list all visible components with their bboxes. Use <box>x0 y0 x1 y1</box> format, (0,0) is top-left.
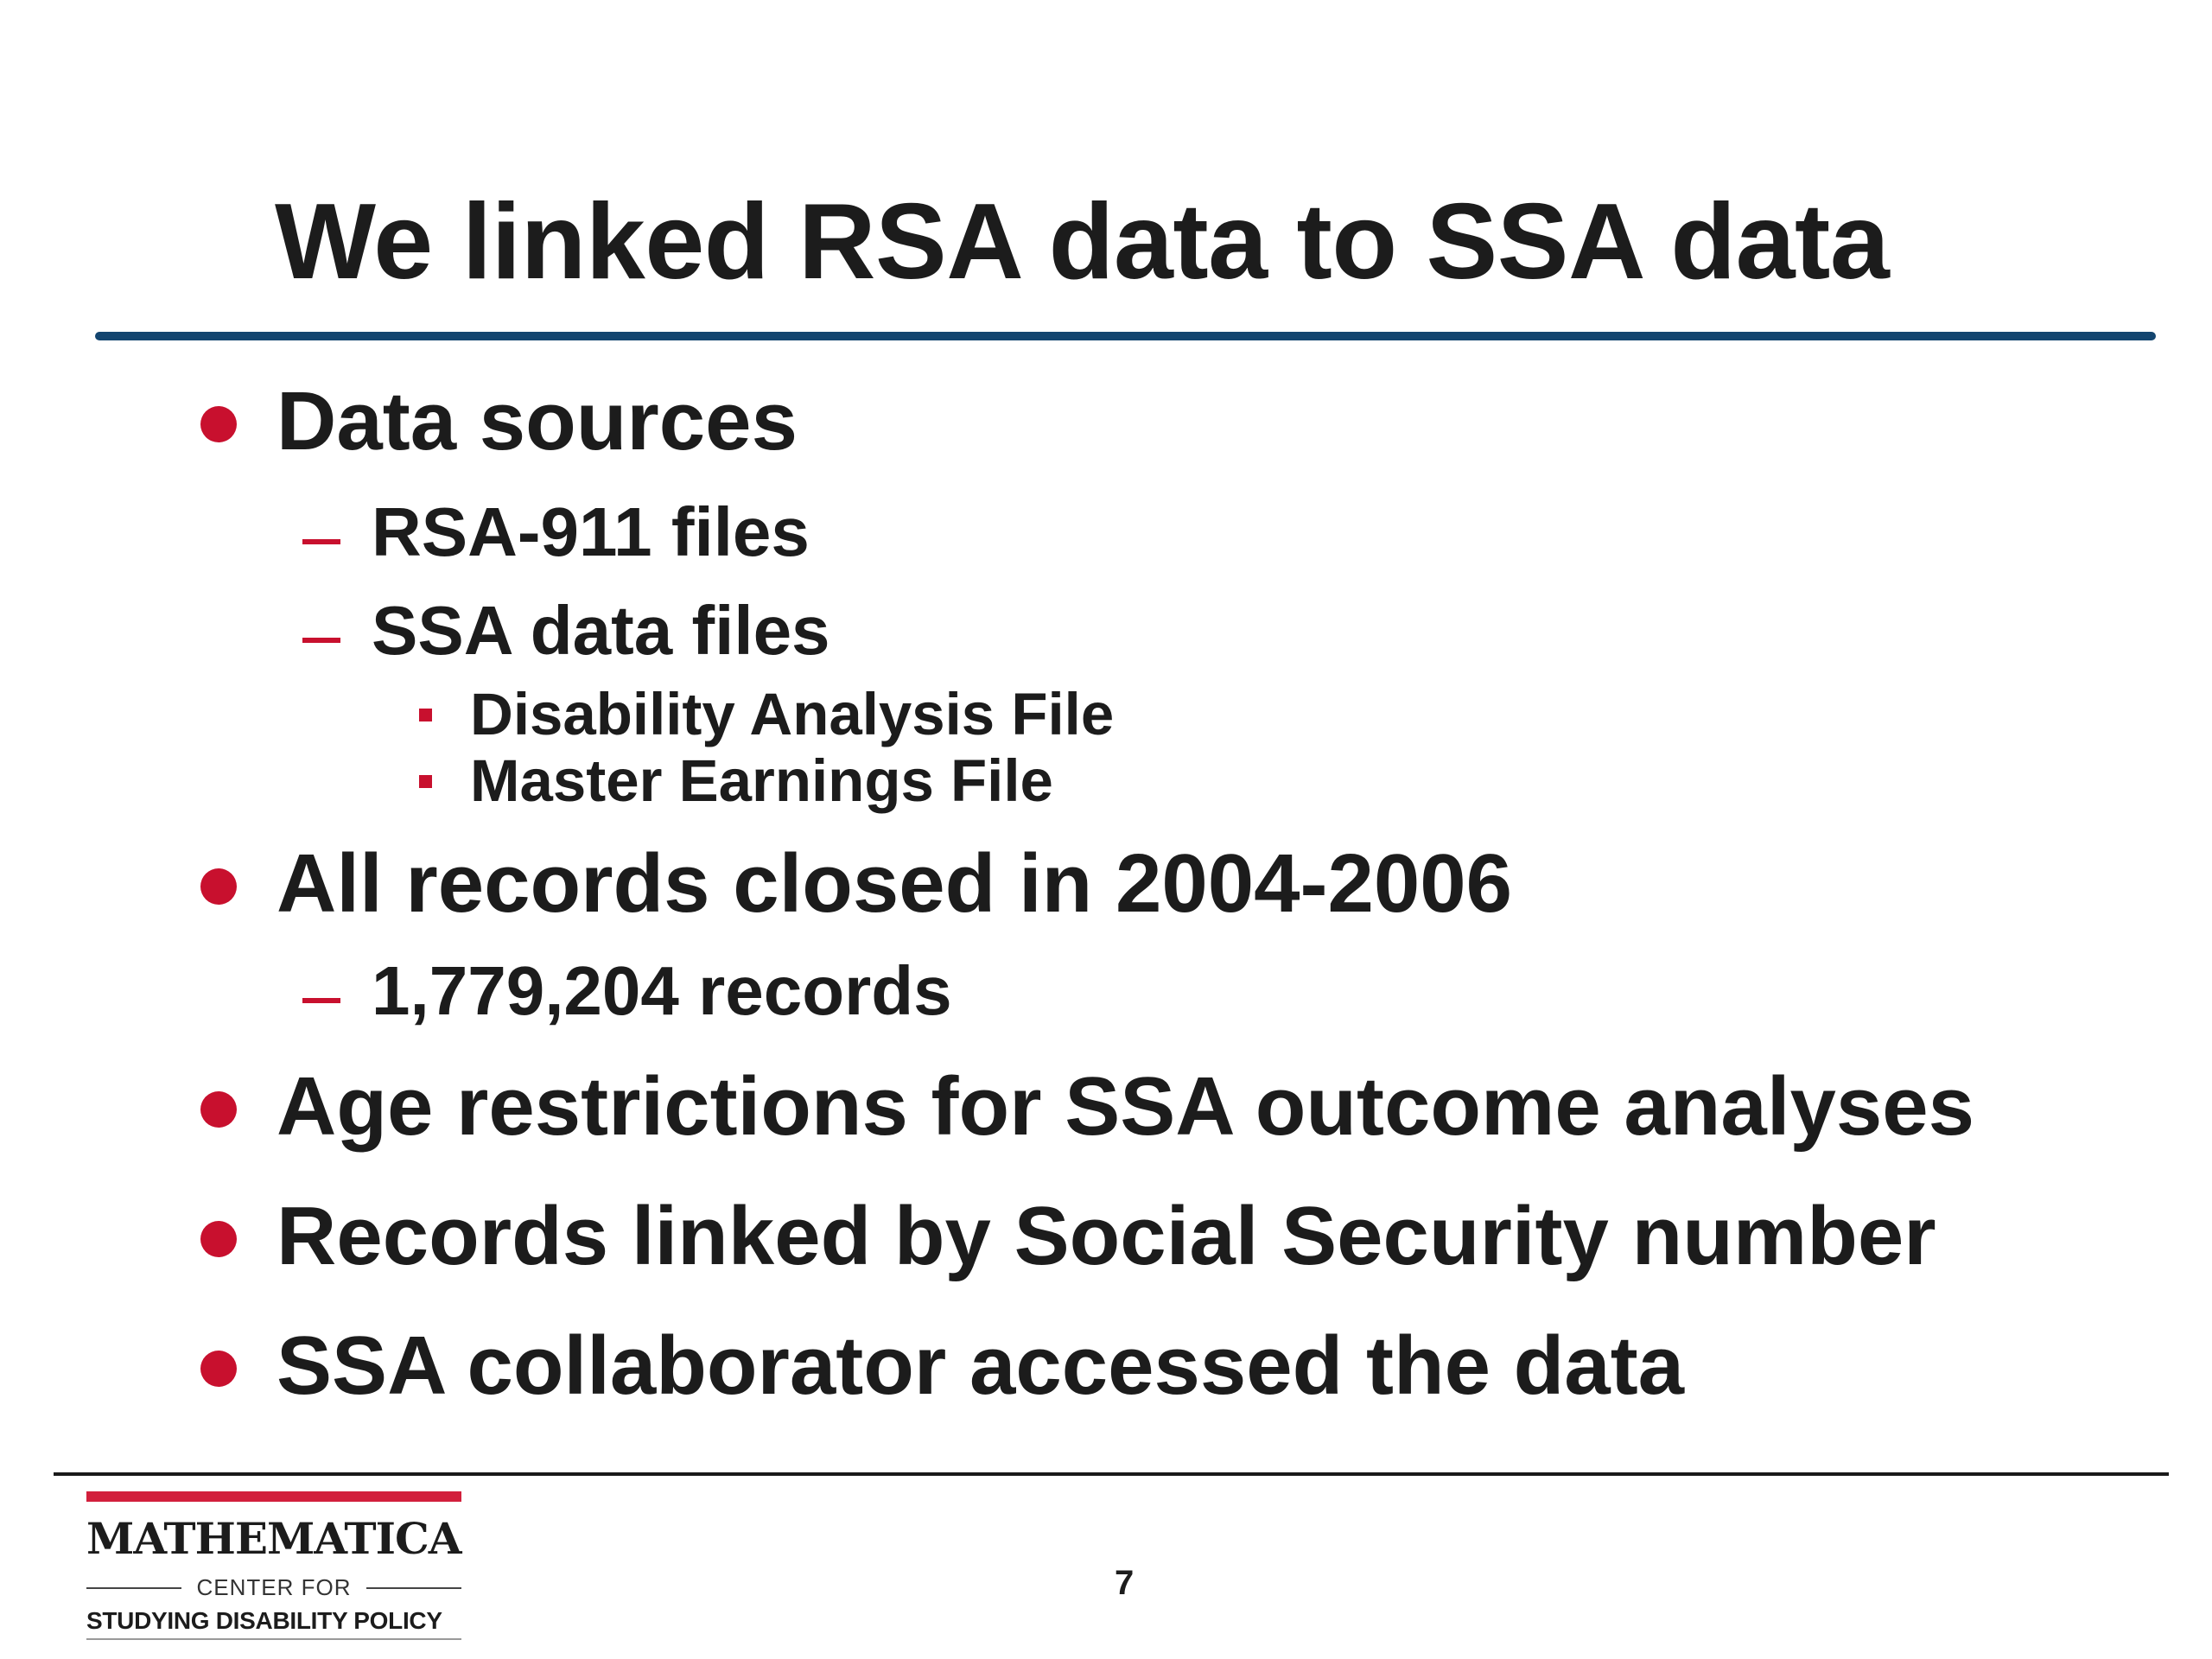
square-marker <box>419 775 432 788</box>
bullet-dot <box>200 406 237 442</box>
logo-accent-bar <box>86 1491 461 1502</box>
logo-divider-line <box>366 1587 461 1589</box>
logo-wordmark: MATHEMATICA <box>86 1513 461 1564</box>
bullet-dot <box>200 1091 237 1128</box>
bullet-dot <box>200 1221 237 1257</box>
dash-marker <box>302 638 340 643</box>
slide-title: We linked RSA data to SSA data <box>275 182 1890 302</box>
subitem-rsa-911-files: RSA-911 files <box>372 493 810 570</box>
subitem-master-earnings-file: Master Earnings File <box>470 747 1053 814</box>
dash-marker <box>302 998 340 1003</box>
bullet-records-linked: Records linked by Social Security number <box>276 1190 1936 1282</box>
bullet-dot <box>200 1351 237 1387</box>
footer-rule <box>54 1472 2169 1476</box>
dash-marker <box>302 539 340 544</box>
bullet-records-closed: All records closed in 2004-2006 <box>276 837 1513 930</box>
title-underline <box>95 332 2156 340</box>
subitem-ssa-data-files: SSA data files <box>372 592 830 669</box>
bullet-dot <box>200 868 237 905</box>
logo-underline <box>86 1638 461 1640</box>
logo-center-for: CENTER FOR <box>196 1574 352 1600</box>
logo-divider <box>86 1574 461 1600</box>
subitem-record-count: 1,779,204 records <box>372 952 952 1029</box>
square-marker <box>419 709 432 721</box>
mathematica-logo <box>86 1491 461 1634</box>
logo-subtitle: STUDYING DISABILITY POLICY <box>86 1607 442 1634</box>
bullet-age-restrictions: Age restrictions for SSA outcome analyses <box>276 1060 1975 1153</box>
subitem-disability-analysis-file: Disability Analysis File <box>470 681 1115 747</box>
bullet-data-sources: Data sources <box>276 375 798 467</box>
page-number: 7 <box>1115 1564 1135 1602</box>
bullet-ssa-collaborator: SSA collaborator accessed the data <box>276 1319 1685 1412</box>
